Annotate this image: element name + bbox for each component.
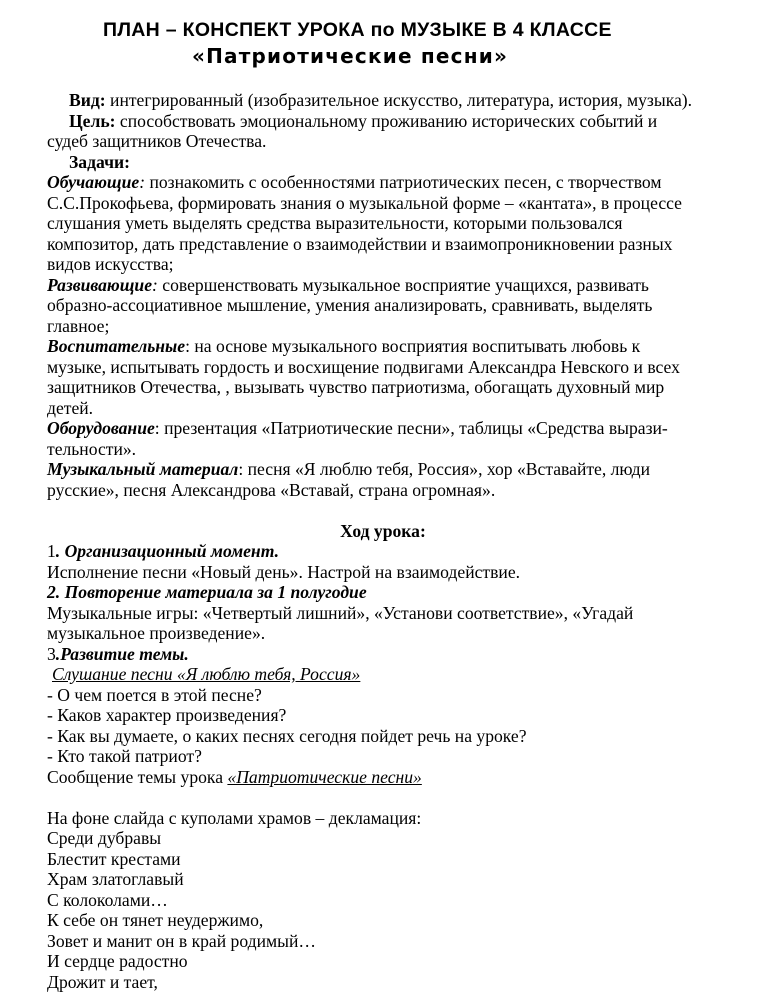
up-line-3: защитников Отечества, , вызывать чувство патриотизма, обогащать духовный мир — [47, 377, 665, 397]
equip-line — [47, 418, 719, 439]
music-label: Музыкальный материал — [47, 459, 239, 479]
dev-line-2: образно-ассоциативное мышление, умения анализировать, сравнивать, выделять — [47, 295, 653, 315]
listen-line — [47, 664, 719, 685]
edu-line — [47, 172, 719, 193]
equip-label: Оборудование — [47, 418, 155, 438]
question-3: - Как вы думаете, о каких песнях сегодня пойдет речь на уроке? — [47, 725, 527, 746]
edu-line-4: композитор, дать представление о взаимодействии и взаимопроникновении разных — [47, 233, 673, 254]
vid-label: Вид: — [69, 90, 106, 110]
poem-line: Храм златоглавый — [47, 869, 184, 889]
goal-line-2: судеб защитников Отечества. — [47, 131, 267, 151]
question-1: - О чем поется в этой песне? — [47, 684, 262, 705]
equip-text: : презентация «Патриотические песни», таблицы «Средства вырази- — [154, 418, 668, 438]
dev-label: Развивающие — [47, 274, 153, 295]
up-line — [47, 336, 719, 357]
document-body — [47, 90, 719, 992]
listen-text: Слушание песни «Я люблю тебя, Россия» — [52, 664, 361, 684]
edu-label: Обучающие — [47, 172, 140, 192]
vid-line — [47, 90, 719, 111]
edu-line-5: видов искусства; — [47, 254, 174, 274]
dev-text: совершенствовать музыкальное восприятие учащихся, развивать — [157, 274, 649, 295]
topic-name: «Патриотические песни» — [227, 766, 422, 787]
up-label: Воспитательные — [47, 336, 186, 356]
up-line-4: детей. — [47, 397, 94, 418]
section-1-text: Исполнение песни «Новый день». Настрой на взаимодействие. — [47, 561, 521, 582]
topic-prefix: Сообщение темы урока — [47, 766, 228, 787]
poem-line: Блестит крестами — [47, 848, 181, 869]
question-4: - Кто такой патриот? — [47, 746, 202, 766]
up-line-2: музыке, испытывать гордость и восхищение подвигами Александра Невского и всех — [47, 356, 680, 377]
topic-line — [47, 767, 719, 788]
up-text: : на основе музыкального восприятия воспитывать любовь к — [185, 336, 641, 356]
music-line — [47, 459, 719, 480]
poem-line: Зовет и манит он в край родимый… — [47, 930, 316, 951]
poem-intro: На фоне слайда с куполами храмов – декламация: — [47, 807, 422, 828]
document-title: ПЛАН – КОНСПЕКТ УРОКА по МУЗЫКЕ В 4 КЛАССЕ — [103, 19, 612, 41]
edu-line-2: С.С.Прокофьева, формировать знания о музыкальной форме – «кантата», в процессе — [47, 192, 682, 213]
dev-line — [47, 275, 719, 296]
music-line-2: русские», песня Александрова «Вставай, страна огромная». — [47, 479, 496, 500]
tasks-label: Задачи: — [69, 151, 130, 172]
section-3-title — [47, 644, 719, 665]
equip-line-2: тельности». — [47, 438, 137, 459]
question-2: - Каков характер произведения? — [47, 705, 287, 725]
goal-line — [47, 111, 719, 132]
section-1-number: 1 — [47, 541, 56, 561]
section-3-label: .Развитие темы. — [55, 643, 189, 664]
section-2-title: 2. Повторение материала за 1 полугодие — [47, 582, 367, 602]
poem-line: К себе он тянет неудержимо, — [47, 910, 264, 930]
lesson-heading: Ход урока: — [340, 520, 426, 541]
dev-colon: : — [152, 274, 158, 295]
edu-line-3: слушания уметь выделять средства выразительности, которыми пользовался — [47, 213, 623, 233]
edu-text: познакомить с особенностями патриотических песен, с творчеством — [145, 172, 662, 192]
poem-line: Среди дубравы — [47, 828, 162, 848]
poem-line: И сердце радостно — [47, 951, 188, 971]
section-1-label: . Организационный момент. — [55, 541, 280, 561]
dev-line-3: главное; — [47, 315, 110, 336]
section-2-text: Музыкальные игры: «Четвертый лишний», «Установи соответствие», «Угадай — [47, 602, 634, 623]
section-3-number: 3 — [47, 643, 56, 664]
poem-line: С колоколами… — [47, 889, 168, 910]
edu-colon: : — [139, 172, 146, 192]
goal-label: Цель: — [69, 110, 116, 131]
goal-text: способствовать эмоциональному проживанию исторических событий и — [115, 110, 658, 131]
music-text: : песня «Я люблю тебя, Россия», хор «Вставайте, люди — [238, 459, 651, 479]
section-1-title — [47, 541, 719, 562]
document-subtitle: «Патриотические песни» — [192, 44, 509, 68]
section-2-text-2: музыкальное произведение». — [47, 623, 266, 643]
poem-line: Дрожит и тает, — [47, 971, 158, 992]
vid-text: интегрированный (изобразительное искусство, литература, история, музыка). — [105, 90, 693, 110]
